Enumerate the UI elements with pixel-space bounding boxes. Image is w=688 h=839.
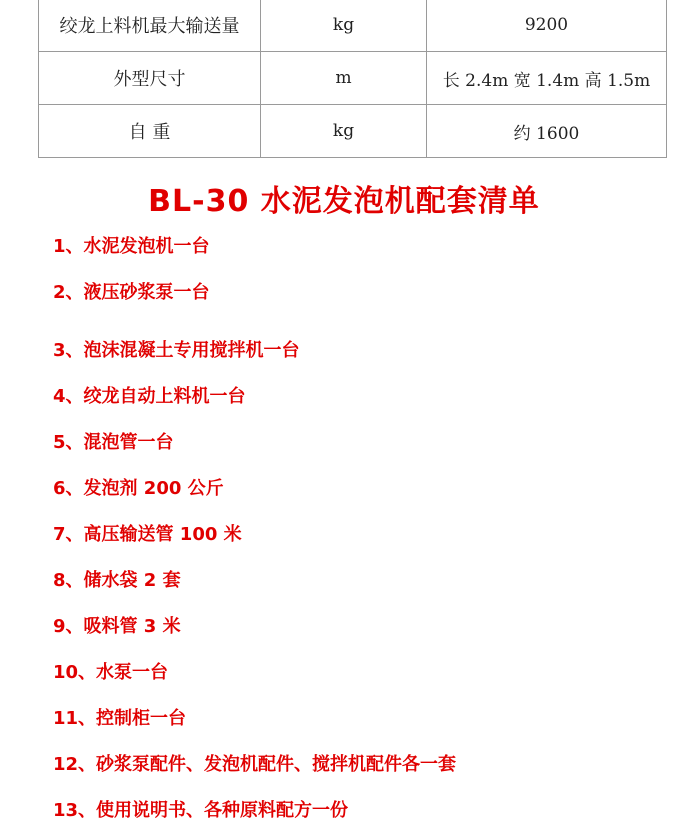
list-item: 3、泡沫混凝土专用搅拌机一台: [53, 340, 300, 361]
page-title: BL-30 水泥发泡机配套清单: [148, 184, 540, 219]
list-item: 5、混泡管一台: [53, 432, 174, 453]
list-item: 9、吸料管 3 米: [53, 616, 181, 637]
list-item: 4、绞龙自动上料机一台: [53, 386, 246, 407]
spec-unit: kg: [261, 0, 427, 52]
spec-name: 外型尺寸: [39, 52, 261, 105]
table-row: [39, 105, 667, 158]
list-item: 10、水泵一台: [53, 662, 169, 683]
spec-name: 绞龙上料机最大输送量: [39, 0, 261, 52]
list-item: 6、发泡剂 200 公斤: [53, 478, 224, 499]
spec-value: 约 1600: [427, 105, 667, 158]
table-row: [39, 0, 667, 52]
list-item: 13、使用说明书、各种原料配方一份: [53, 800, 349, 821]
spec-value: 长 2.4m 宽 1.4m 高 1.5m: [427, 52, 667, 105]
list-item: 11、控制柜一台: [53, 708, 187, 729]
list-item: 2、液压砂浆泵一台: [53, 282, 210, 303]
spec-unit: m: [261, 52, 427, 105]
table-row: [39, 52, 667, 105]
list-item: 12、砂浆泵配件、发泡机配件、搅拌机配件各一套: [53, 754, 457, 775]
spec-name: 自 重: [39, 105, 261, 158]
list-item: 8、储水袋 2 套: [53, 570, 181, 591]
list-item: 7、高压输送管 100 米: [53, 524, 242, 545]
list-item: 1、水泥发泡机一台: [53, 236, 210, 257]
spec-unit: kg: [261, 105, 427, 158]
spec-value: 9200: [427, 0, 667, 52]
spec-table: [38, 0, 667, 158]
